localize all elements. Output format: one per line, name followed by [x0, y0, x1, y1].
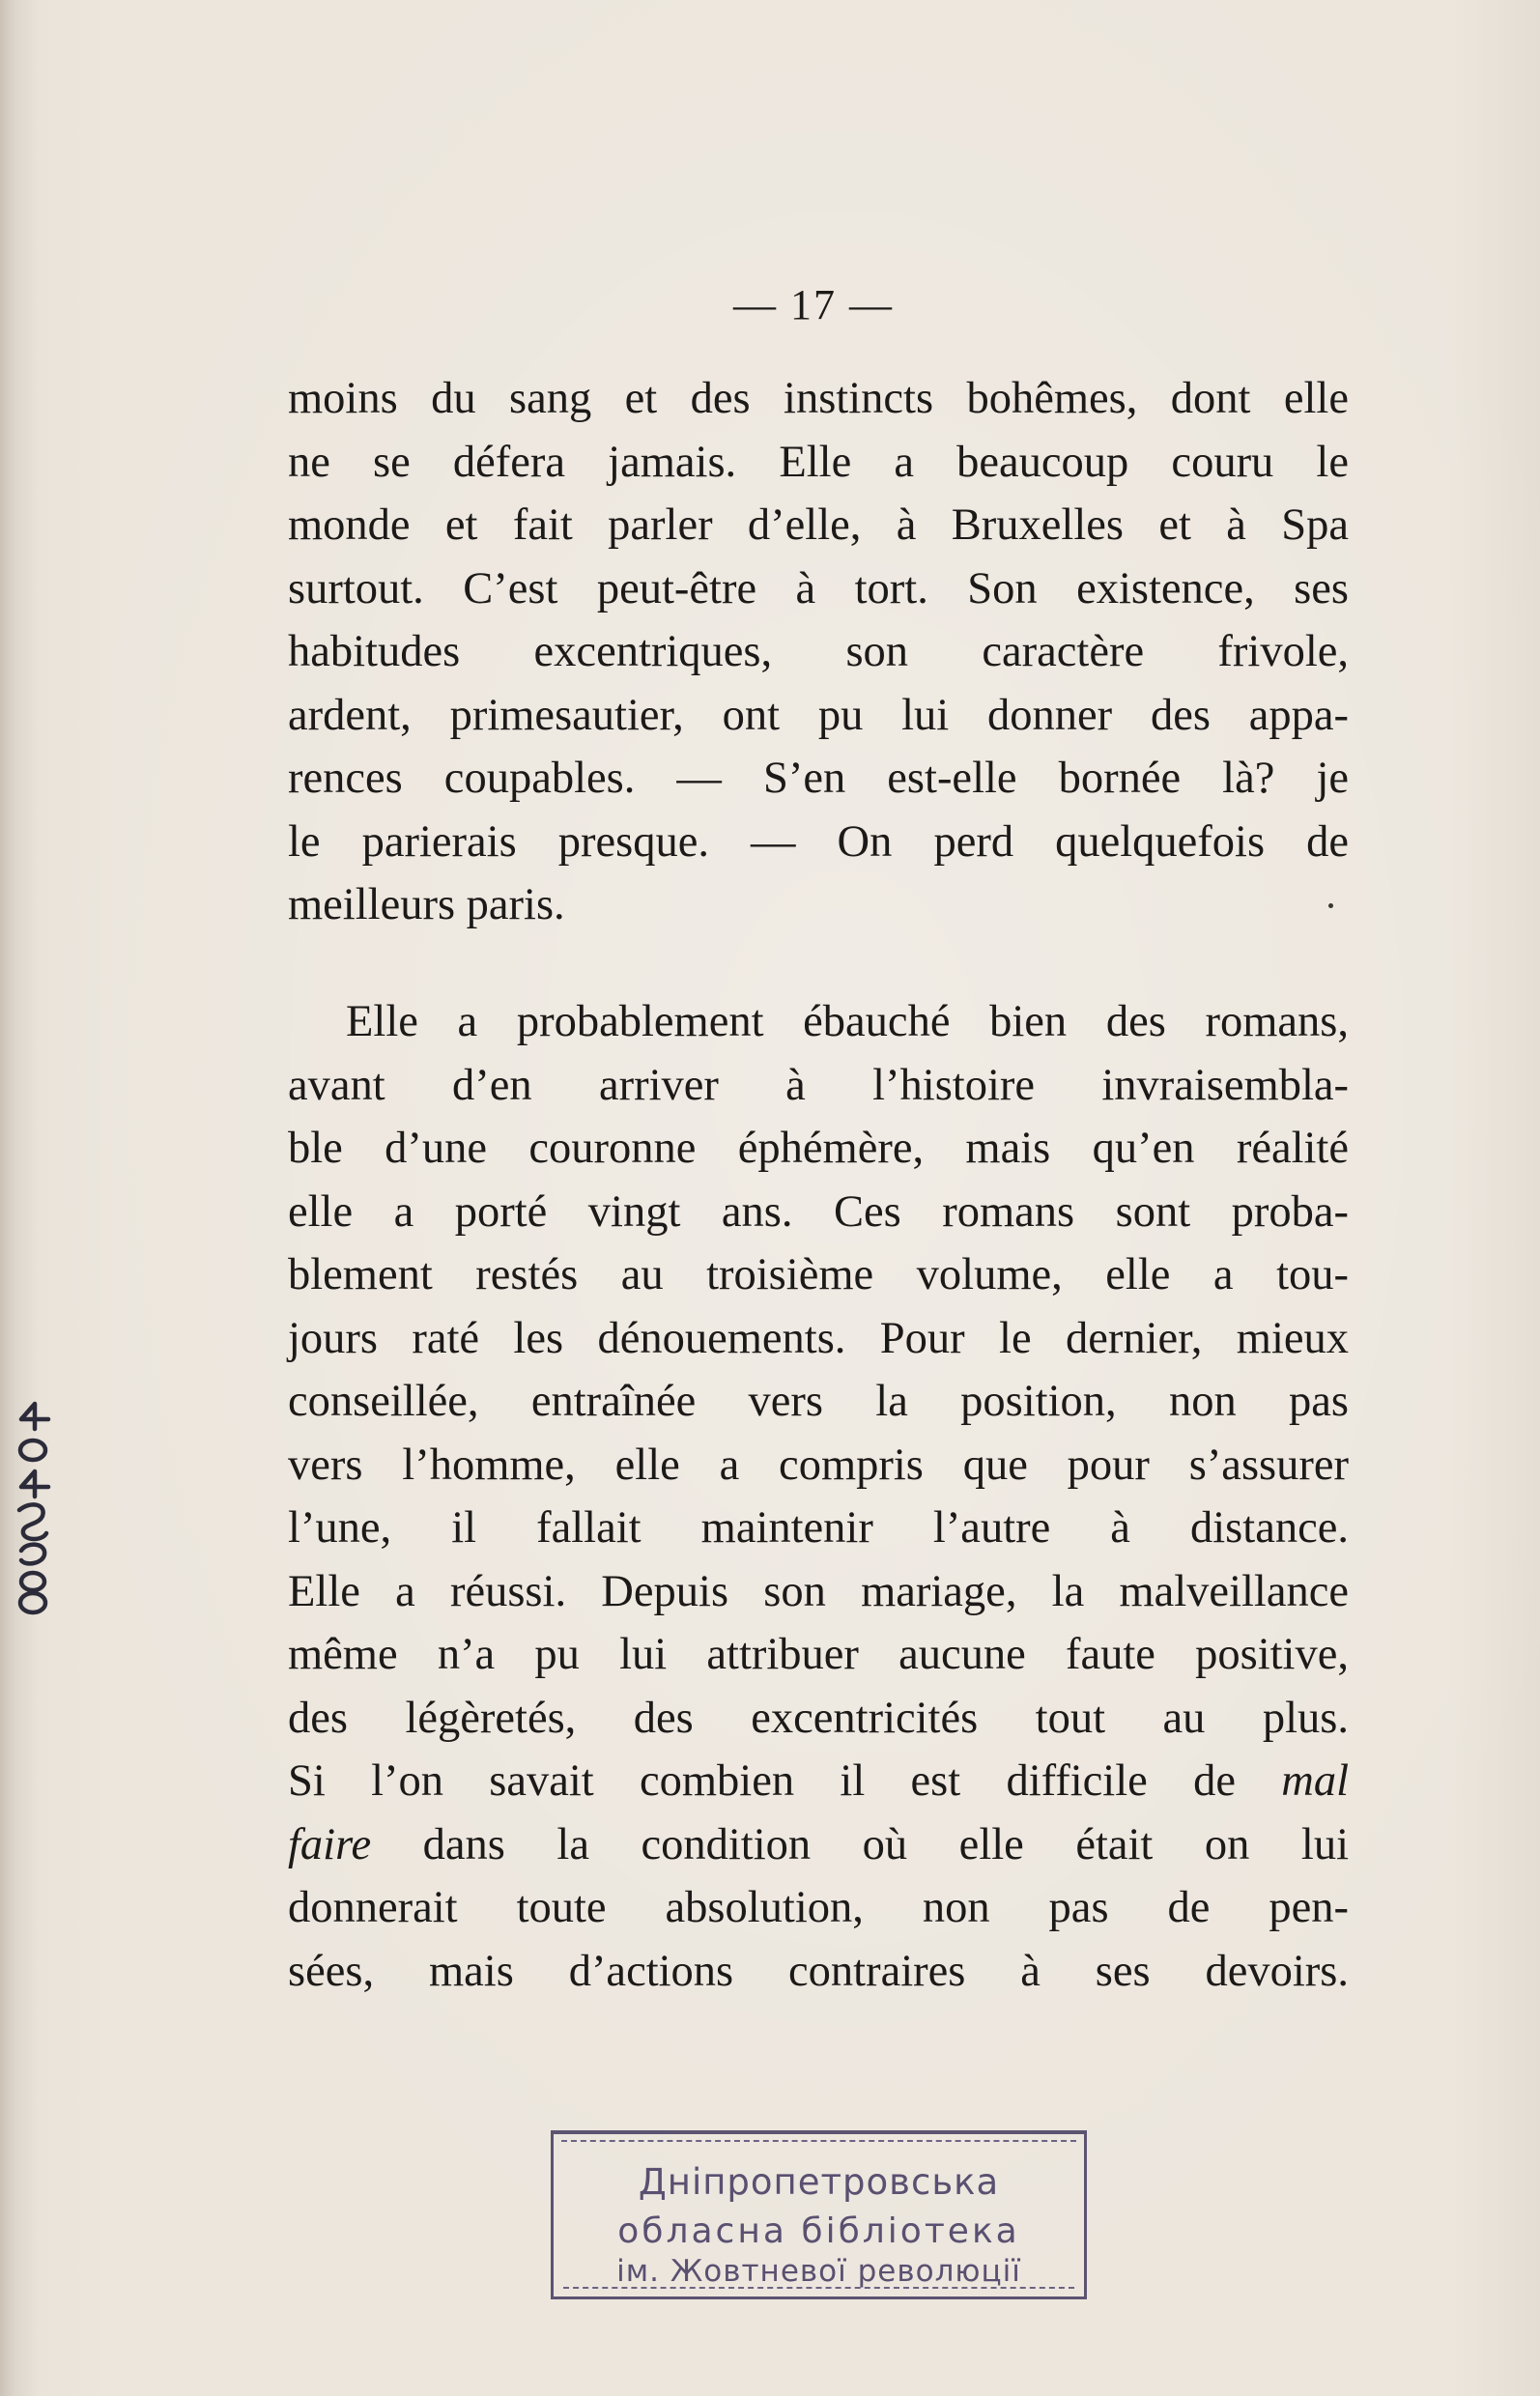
text-line [288, 1813, 1349, 1877]
text-line: surtout. C’est peut-être à tort. Son existence, ses [288, 563, 1349, 613]
text-line: Elle a réussi. Depuis son mariage, la malveillance [288, 1566, 1349, 1616]
text-line: l’une, il fallait maintenir l’autre à distance. [288, 1503, 1349, 1553]
text-line: donnerait toute absolution, non pas de pen- [288, 1883, 1349, 1932]
text-line: même n’a pu lui attribuer aucune faute positive, [288, 1630, 1349, 1679]
text-line: rences coupables. — S’en est-elle bornée là? je [288, 754, 1349, 803]
text-line: meilleurs paris. [288, 880, 565, 929]
text-line: blement restés au troisième volume, elle a tou- [288, 1250, 1349, 1299]
text-line: des légèretés, des excentricités tout au plus. [288, 1693, 1349, 1743]
stamp-border-line [563, 2287, 1074, 2289]
text-line: ne se défera jamais. Elle a beaucoup couru le [288, 437, 1349, 487]
text-line: monde et fait parler d’elle, à Bruxelles et à Spa [288, 500, 1349, 550]
text-segment: Si l’on savait combien il est difficile de [288, 1756, 1282, 1806]
handwritten-margin-number [0, 1396, 60, 1638]
text-line: habitudes excentriques, son caractère frivole, [288, 627, 1349, 676]
stamp-border-line [561, 2140, 1076, 2142]
text-line: avant d’en arriver à l’histoire invraisembla- [288, 1060, 1349, 1110]
text-line: le parierais presque. — On perd quelquefois de [288, 816, 1349, 867]
ink-dot [1328, 903, 1333, 908]
stamp-line-3: ім. Жовтневої революції [616, 2254, 1021, 2289]
stamp-line-1: Дніпропетровська [638, 2161, 1000, 2203]
italic-text: mal [1281, 1756, 1349, 1806]
text-line: Elle a probablement ébauché bien des romans, [346, 997, 1349, 1046]
text-line: conseillée, entraînée vers la position, non pas [288, 1377, 1349, 1426]
library-stamp [551, 2130, 1087, 2299]
text-line: moins du sang et des instincts bohêmes, dont elle [288, 374, 1349, 423]
text-line [288, 1750, 1349, 1813]
paragraph-2 [288, 990, 1349, 2003]
text-segment: dans la condition où elle était on lui [371, 1819, 1349, 1869]
text-line: ble d’une couronne éphémère, mais qu’en réalité [288, 1124, 1349, 1173]
text-line: sées, mais d’actions contraires à ses devoirs. [288, 1946, 1349, 1996]
text-line: jours raté les dénouements. Pour le dernier, mieux [288, 1313, 1349, 1363]
stamp-line-2: обласна бібліотека [617, 2211, 1020, 2251]
text-line: ardent, primesautier, ont pu lui donner des appa- [288, 690, 1349, 740]
paragraph-1 [288, 367, 1349, 937]
text-line: vers l’homme, elle a compris que pour s’assurer [288, 1440, 1349, 1490]
italic-text: faire [288, 1819, 372, 1869]
page-number: — 17 — [733, 281, 894, 328]
text-line: elle a porté vingt ans. Ces romans sont proba- [288, 1186, 1349, 1237]
